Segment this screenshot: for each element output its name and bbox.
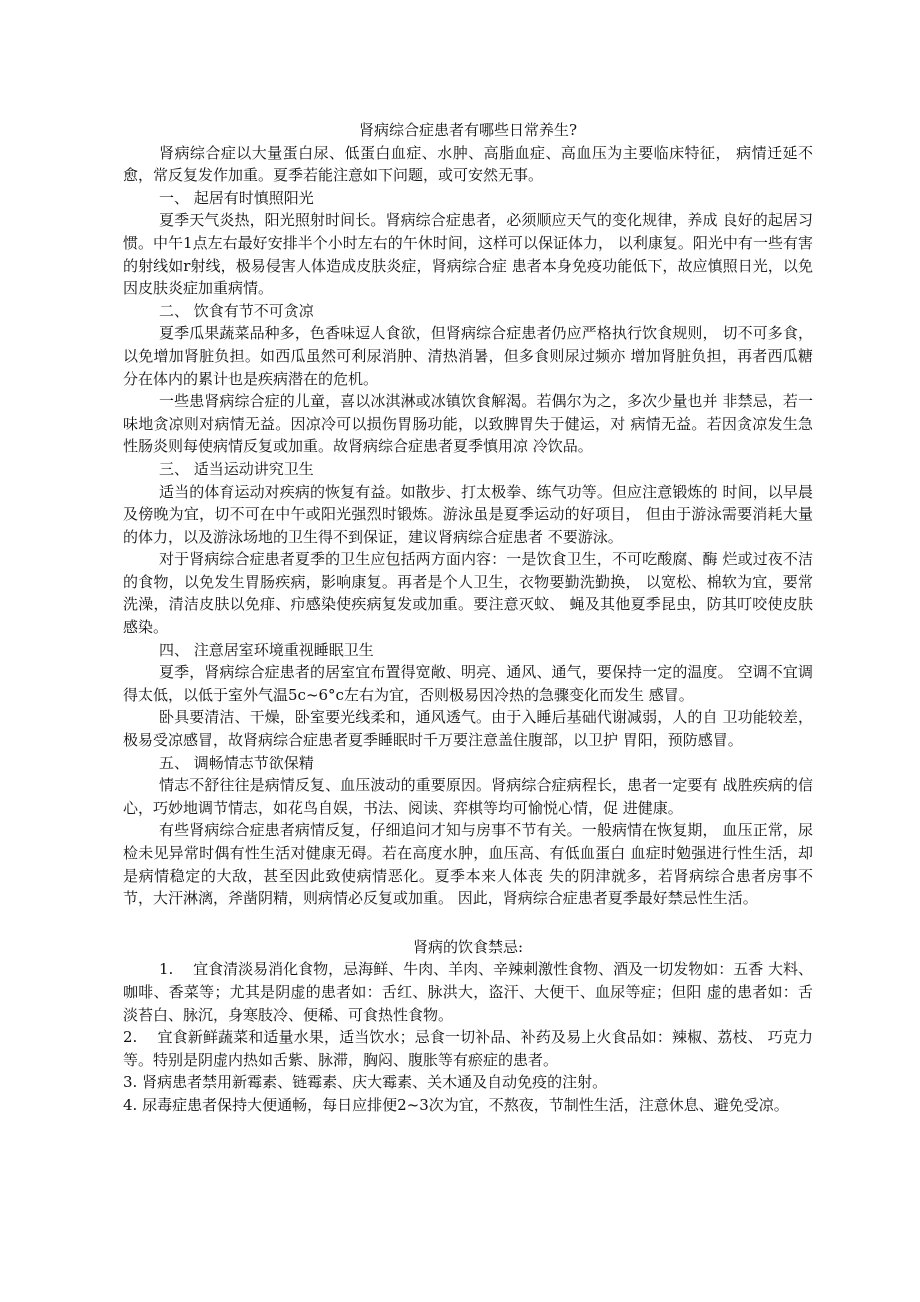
diet-list-item: 3. 肾病患者禁用新霉素、链霉素、庆大霉素、关木通及自动免疫的注射。 (123, 1073, 608, 1092)
document-title: 肾病综合症患者有哪些日常养生? (358, 121, 578, 139)
diet-list-item: 1. 宜食清淡易消化食物，忌海鲜、牛肉、羊肉、辛辣刺激性食物、酒及一切发物如：五香 大料、咖啡、香菜等；尤其是阴虚的患者如：舌红、脉洪大，盗汗、大便干、血尿等症；但阳 虚的患者如：舌淡苔白、脉沉，身寒肢冷、便稀、可食热性食物。 (123, 960, 813, 1024)
section-3-paragraph: 适当的体育运动对疾病的恢复有益。如散步、打太极拳、练气功等。但应注意锻炼的 时间，以早晨及傍晚为宜，切不可在中午或阳光强烈时锻炼。游泳虽是夏季运动的好项目， 但由于游泳需要消耗大量的体力，以及游泳场地的卫生得不到保证，建议肾病综合症患者 不要游泳。 (123, 482, 813, 546)
section-2-heading: 二、 饮食有节不可贪凉 (159, 301, 314, 320)
section-4-heading: 四、 注意居室环境重视睡眠卫生 (159, 640, 374, 659)
section-1-heading: 一、 起居有时慎照阳光 (159, 188, 314, 207)
intro-paragraph: 肾病综合症以大量蛋白尿、低蛋白血症、水肿、高脂血症、高血压为主要临床特征， 病情迁延不愈，常反复发作加重。夏季若能注意如下问题，或可安然无事。 (123, 143, 813, 185)
section-1-paragraph: 夏季天气炎热，阳光照射时间长。肾病综合症患者，必须顺应天气的变化规律，养成 良好的起居习惯。中午1点左右最好安排半个小时左右的午休时间，这样可以保证体力， 以利康复。阳光中有一些有害的射线如r射线，极易侵害人体造成皮肤炎症，肾病综合症 患者本身免疫功能低下，故应慎照日光，以免因皮肤炎症加重病情。 (123, 211, 813, 298)
section-2-paragraph: 夏季瓜果蔬菜品种多，色香味逗人食欲，但肾病综合症患者仍应严格执行饮食规则， 切不可多食，以免增加肾脏负担。如西瓜虽然可利尿消肿、清热消暑，但多食则尿过频亦 增加肾脏负担，再者西瓜糖分在体内的累计也是疾病潜在的危机。 (123, 324, 813, 388)
section-2-paragraph: 一些患肾病综合症的儿童，喜以冰淇淋或冰镇饮食解渴。若偶尔为之，多次少量也并 非禁忌，若一味地贪凉则对病情无益。因凉冷可以损伤胃肠功能，以致脾胃失于健运，对 病情无益。若因贪凉发生急性肠炎则每使病情反复或加重。故肾病综合症患者夏季慎用凉 冷饮品。 (123, 392, 813, 456)
section-4-paragraph: 夏季，肾病综合症患者的居室宜布置得宽敞、明亮、通风、通气，要保持一定的温度。 空调不宜调得太低，以低于室外气温5c~6°c左右为宜，否则极易因冷热的急骤变化而发生 感冒。 (123, 663, 813, 704)
diet-list-item: 2. 宜食新鲜蔬菜和适量水果，适当饮水；忌食一切补品、补药及易上火食品如：辣椒、荔枝、 巧克力等。特别是阴虚内热如舌紫、脉滞，胸闷、腹胀等有瘀症的患者。 (123, 1028, 813, 1069)
section-5-paragraph: 有些肾病综合症患者病情反复，仔细追问才知与房事不节有关。一般病情在恢复期， 血压正常，尿检未见异常时偶有性生活对健康无碍。若在高度水肿，血压高、有低血蛋白 血症时勉强进行性生活，却是病情稳定的大敌，甚至因此致使病情恶化。夏季本来人体丧 失的阴津就多，若肾病综合患者房事不节，大汗淋漓，斧凿阴精，则病情必反复或加重。 因此，肾病综合症患者夏季最好禁忌性生活。 (123, 821, 813, 908)
document-body (123, 119, 813, 1117)
section-5-paragraph: 情志不舒往往是病情反复、血压波动的重要原因。肾病综合症病程长，患者一定要有 战胜疾病的信心，巧妙地调节情志，如花鸟自娱，书法、阅读、弈棋等均可愉悦心情，促 进健康。 (123, 776, 813, 817)
section-3-paragraph: 对于肾病综合症患者夏季的卫生应包括两方面内容：一是饮食卫生，不可吃酸腐、酶 烂或过夜不洁的食物，以免发生胃肠疾病，影响康复。再者是个人卫生，衣物要勤洗勤换， 以宽松、棉软为宜，要常洗澡，清洁皮肤以免痱、疖感染使疾病复发或加重。要注意灭蚊、 蝇及其他夏季昆虫，防其叮咬使皮肤感染。 (123, 550, 813, 637)
section-spacer (123, 910, 813, 936)
diet-title: 肾病的饮食禁忌: (412, 937, 524, 956)
section-4-paragraph: 卧具要清洁、干燥，卧室要光线柔和，通风透气。由于入睡后基础代谢减弱，人的自 卫功能较差，极易受凉感冒，故肾病综合症患者夏季睡眠时千万要注意盖住腹部，以卫护 胃阳，预防感冒。 (123, 708, 813, 750)
section-3-heading: 三、 适当运动讲究卫生 (159, 459, 314, 478)
section-5-heading: 五、 调畅情志节欲保精 (159, 753, 314, 772)
diet-list-item: 4. 尿毒症患者保持大便通畅，每日应排便2~3次为宜，不熬夜，节制性生活，注意休息、避免受凉。 (123, 1095, 789, 1114)
